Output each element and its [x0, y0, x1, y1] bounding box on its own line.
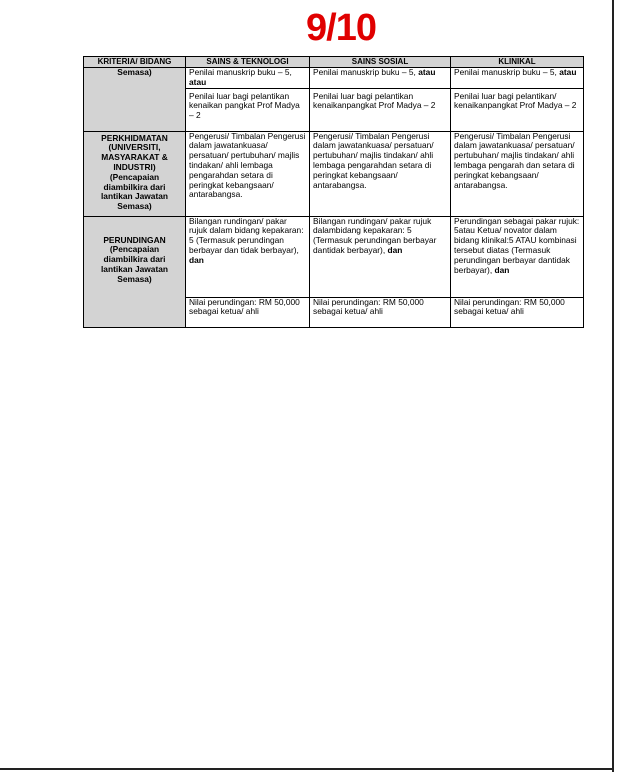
table-row — [84, 216, 584, 297]
cell-text: Pengerusi/ Timbalan Pengerusi dalam jawatankuasa/ persatuan/ pertubuhan/ majlis tindakan/ ahli lembaga pengarahdan setara di peringkat kebangsaan/ antarabangsa. — [189, 130, 306, 200]
cell-text: Penilai manuskrip buku – 5, — [454, 67, 557, 77]
cell-text: Penilai manuskrip buku – 5, — [189, 67, 292, 77]
criteria-heading: PERKHIDMATAN (UNIVERSITI, MASYARAKAT & INDUSTRI) — [101, 132, 168, 172]
table-cell — [186, 68, 310, 89]
table-cell — [451, 131, 584, 216]
cell-conjunction: dan — [494, 264, 510, 275]
cell-text: Nilai perundingan: RM 50,000 sebagai ketua/ ahli — [313, 296, 424, 317]
cell-conjunction: dan — [387, 244, 403, 255]
criteria-heading: PERUNDINGAN — [103, 234, 166, 245]
header-sains-sosial: SAINS SOSIAL — [310, 57, 451, 68]
cell-text: Penilai luar bagi pelantikan kenaikanpangkat Prof Madya – 2 — [313, 90, 436, 111]
cell-text: Nilai perundingan: RM 50,000 sebagai ketua/ ahli — [189, 296, 300, 317]
cell-text: Penilai luar bagi pelantikan/ kenaikanpangkat Prof Madya – 2 — [454, 90, 577, 111]
table-cell — [451, 216, 584, 297]
cell-conjunction: atau — [418, 67, 436, 77]
cell-text: Pengerusi/ Timbalan Pengerusi dalam jawatankuasa/ persatuan/ pertubuhan/ majlis tindakan/ ahli lembaga pengarahdan setara di peringkat kebangsaan/ antarabangsa. — [313, 130, 434, 190]
table-cell — [186, 88, 310, 131]
cell-conjunction: dan — [189, 254, 204, 265]
header-klinikal: KLINIKAL — [451, 57, 584, 68]
cell-text: Perundingan sebagai pakar rujuk: 5atau Ketua/ novator dalam bidang klinikal:5 ATAU kombinasi tersebut diatas (Termasuk perundingan berbayar dantidak berbayar), — [454, 215, 580, 275]
cell-text: Nilai perundingan: RM 50,000 sebagai ketua/ ahli — [454, 296, 565, 317]
cell-conjunction: atau — [559, 67, 577, 77]
criteria-note: (Pencapaian diambilkira dari lantikan Jawatan Semasa) — [100, 171, 169, 212]
criteria-note: (Pencapaian diambilkira dari lantikan Jawatan Semasa) — [100, 244, 169, 284]
cell-text: Bilangan rundingan/ pakar rujuk dalambidang kepakaran: 5 (Termasuk perundingan berbayar dantidak berbayar), — [313, 215, 437, 255]
cell-conjunction: atau — [189, 76, 207, 87]
header-sains-teknologi: SAINS & TEKNOLOGI — [186, 57, 310, 68]
table-cell — [310, 297, 451, 327]
header-criteria: KRITERIA/ BIDANG — [84, 57, 186, 68]
table-cell — [186, 131, 310, 216]
criteria-table — [83, 56, 584, 328]
table-row — [84, 131, 584, 216]
table-row — [84, 68, 584, 89]
table-cell — [451, 68, 584, 89]
table-cell — [186, 297, 310, 327]
criteria-cell — [84, 68, 186, 132]
table-cell — [186, 216, 310, 297]
table-cell — [310, 68, 451, 89]
table-cell — [310, 88, 451, 131]
cell-text: Pengerusi/ Timbalan Pengerusi dalam jawatankuasa/ persatuan/ pertubuhan/ majlis tindakan/ ahli lembaga pengarah dan setara di peringkat kebangsaan/ antarabangsa. — [454, 130, 575, 190]
table-cell — [451, 88, 584, 131]
page-edge-right — [612, 0, 614, 772]
cell-text: Penilai manuskrip buku – 5, — [313, 67, 416, 77]
criteria-text: Semasa) — [117, 67, 152, 77]
table-cell — [310, 131, 451, 216]
table-cell — [310, 216, 451, 297]
criteria-cell — [84, 216, 186, 327]
cell-text: Penilai luar bagi pelantikan kenaikan pangkat Prof Madya – 2 — [189, 90, 300, 121]
table-cell — [451, 297, 584, 327]
cell-text: Bilangan rundingan/ pakar rujuk dalam bidang kepakaran: 5 (Termasuk perundingan berbayar dan tidak berbayar), — [189, 215, 304, 255]
page-edge-bottom — [0, 768, 614, 770]
header-row — [84, 57, 584, 68]
criteria-cell — [84, 131, 186, 216]
page-title: 9/10 — [306, 7, 376, 49]
